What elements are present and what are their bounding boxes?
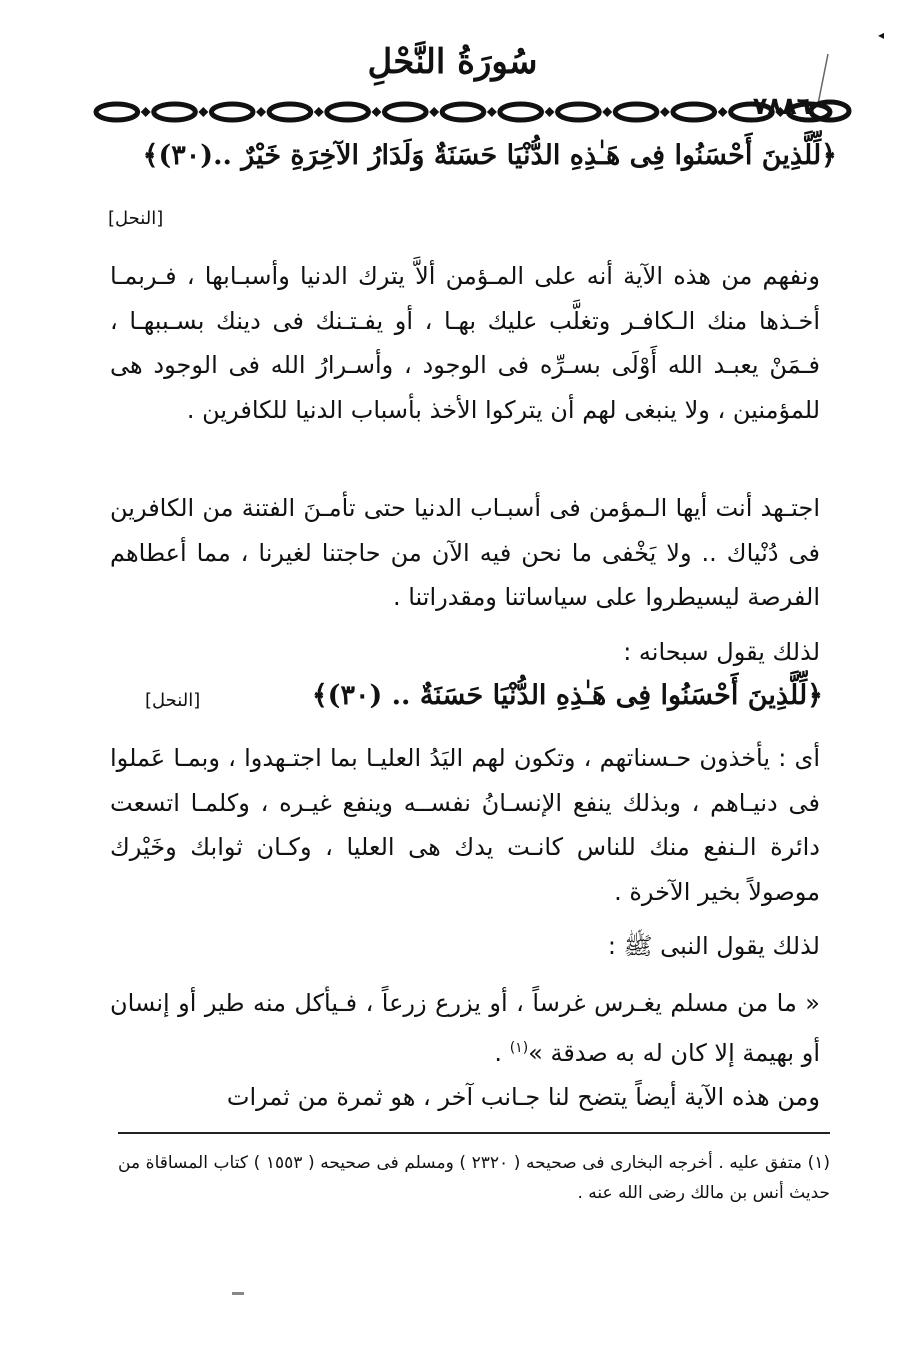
surah-reference: [النحل] bbox=[145, 690, 201, 711]
paragraph: لذلك يقول سبحانه : bbox=[623, 638, 820, 666]
chain-link bbox=[558, 104, 600, 120]
paragraph: ونفهم من هذه الآية أنه على المـؤمن ألاَّ يترك الدنيا وأسبـابها ، فـربمـا أخـذها منك الـكافـر وتغلَّب عليك بهـا ، أو يفـتـنك فى دينك بسـببهـا ، فـمَنْ يعبـد الله أَوْلَى بسـرِّه فى الوجود ، وأسـرارُ الله فى الوجود هى للمؤمنين ، ولا ينبغى لهم أن يتركوا الأخذ بأسباب الدنيا للكافرين . bbox=[110, 262, 820, 424]
chain-diamond bbox=[545, 107, 555, 117]
quran-verse: ﴿لِّلَّذِينَ أَحْسَنُوا فِى هَـٰذِهِ الدُّنْيَا حَسَنَةٌ .. (٣٠)﴾ bbox=[311, 680, 823, 711]
chain-diamond bbox=[314, 107, 324, 117]
corner-mark: ◂ bbox=[878, 28, 885, 42]
chain-link bbox=[385, 104, 427, 120]
hadith-paragraph bbox=[110, 981, 820, 1075]
header-ornament-end bbox=[808, 98, 852, 124]
paragraph: أى : يأخذون حـسناتهم ، وتكون لهم اليَدُ العليـا بما اجتـهدوا ، وبمـا عَملوا فى دنيـاهم ، وبذلك ينفع الإنسـانُ نفســه وينفع غيـره ، وكلمـا اتسعت دائرة الـنفع منك للناس كانـت يدك هى العليا ، وكـان ثوابك وخَيْرك موصولاً بخير الآخرة . bbox=[110, 744, 820, 906]
header-ornament-chain bbox=[88, 98, 838, 126]
chain-diamond bbox=[371, 107, 381, 117]
quran-verse: ﴿لِّلَّذِينَ أَحْسَنُوا فِى هَـٰذِهِ الدُّنْيَا حَسَنَةٌ وَلَدَارُ الآخِرَةِ خَيْرٌ ..(٣٠)﴾ bbox=[142, 140, 837, 171]
chain-diamond bbox=[256, 107, 266, 117]
chain-link bbox=[500, 104, 542, 120]
chain-diamond bbox=[718, 107, 728, 117]
chain-diamond bbox=[660, 107, 670, 117]
chain-link bbox=[673, 104, 715, 120]
chain-diamond bbox=[602, 107, 612, 117]
chain-link bbox=[327, 104, 369, 120]
paragraph: ومن هذه الآية أيضاً يتضح لنا جـانب آخر ، هو ثمرة من ثمرات bbox=[226, 1083, 820, 1111]
chain-link bbox=[442, 104, 484, 120]
chain-diamond bbox=[141, 107, 151, 117]
footnote-marker: (١) bbox=[509, 1039, 529, 1056]
hadith-text: « ما من مسلم يغـرس غرساً ، أو يزرع زرعاً ، فـيأكل منه طير أو إنسان أو بهيمة إلا كان له به صدقة » bbox=[110, 989, 820, 1067]
footnote-divider bbox=[118, 1132, 830, 1134]
chain-diamond bbox=[429, 107, 439, 117]
paragraph: اجتـهد أنت أيها الـمؤمن فى أسبـاب الدنيا حتى تأمـنَ الفتنة من الكافرين فى دُنْياك .. ولا يَخْفى ما نحن فيه الآن من حاجتنا لغيرنا ، مما أعطاهم الفرصة ليسيطروا على سياساتنا ومقدراتنا . bbox=[110, 494, 820, 611]
chain-link bbox=[96, 104, 138, 120]
chain-link bbox=[154, 104, 196, 120]
hadith-end: . bbox=[494, 1038, 510, 1067]
surah-reference: [النحل] bbox=[108, 208, 164, 229]
chain-link bbox=[211, 104, 253, 120]
surah-title: سُورَةُ النَّحْلِ bbox=[367, 42, 538, 82]
chain-link bbox=[269, 104, 311, 120]
chain-diamond bbox=[487, 107, 497, 117]
chain-diamond bbox=[198, 107, 208, 117]
page-number: ٧٨٨٦ bbox=[752, 92, 812, 120]
paragraph: لذلك يقول النبى ﷺ : bbox=[607, 932, 820, 960]
scan-mark bbox=[232, 1292, 244, 1295]
footnote: (١) متفق عليه . أخرجه البخارى فى صحيحه ( ٢٣٢٠ ) ومسلم فى صحيحه ( ١٥٥٣ ) كتاب المساقاة من حديث أنس بن مالك رضى الله عنه . bbox=[118, 1153, 830, 1203]
chain-link bbox=[615, 104, 657, 120]
